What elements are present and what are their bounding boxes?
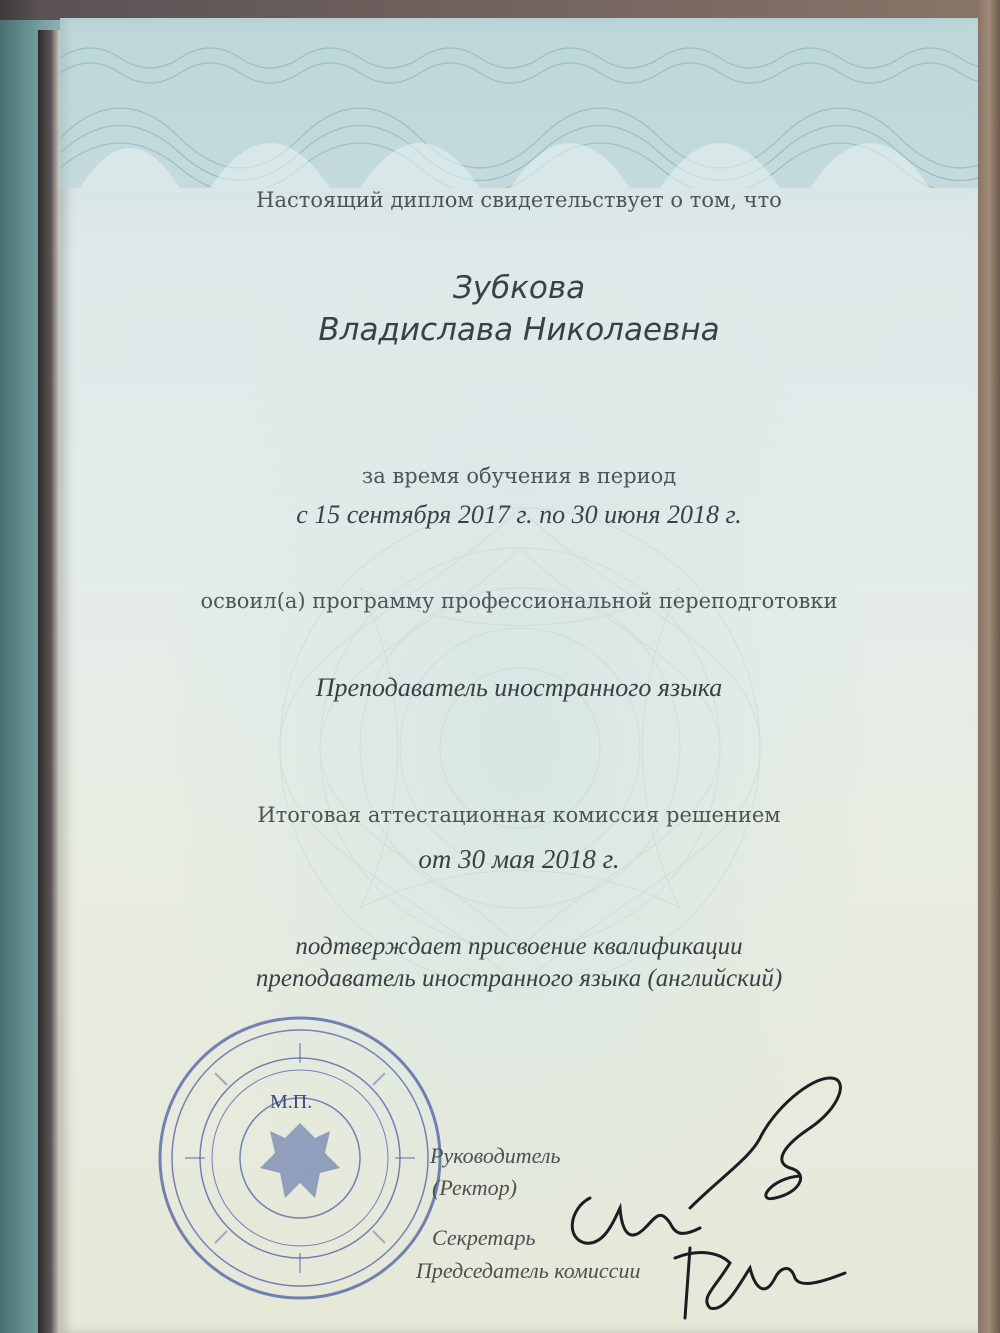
secretary-label: Секретарь (432, 1225, 536, 1250)
holder-given-names: Владислава Николаевна (318, 312, 720, 348)
chair-label: Председатель комиссии (416, 1258, 641, 1283)
chair-signature (670, 1228, 850, 1328)
guilloche-rosette (260, 488, 780, 1008)
program-title: Преподаватель иностранного языка (315, 673, 723, 702)
qualification-line-2: преподаватель иностранного языка (английский) (255, 965, 783, 992)
intro-text: Настоящий диплом свидетельствует о том, что (256, 188, 782, 212)
rector-label: (Ректор) (432, 1175, 517, 1200)
program-label: освоил(а) программу профессиональной переподготовки (200, 589, 838, 613)
commission-date: от 30 мая 2018 г. (418, 844, 620, 874)
commission-label: Итоговая аттестационная комиссия решением (257, 803, 781, 827)
period-label: за время обучения в период (361, 464, 677, 488)
study-period: с 15 сентября 2017 г. по 30 июня 2018 г. (296, 500, 742, 529)
holder-surname: Зубкова (452, 270, 586, 306)
seal-mp-text: М.П. (270, 1091, 313, 1113)
cover-edge-right (978, 0, 1000, 1333)
official-seal (145, 1003, 455, 1313)
qualification-line-1: подтверждает присвоение квалификации (295, 933, 743, 960)
head-label: Руководитель (430, 1143, 561, 1168)
diploma-page (60, 18, 978, 1333)
guilloche-border-pattern (60, 18, 978, 188)
